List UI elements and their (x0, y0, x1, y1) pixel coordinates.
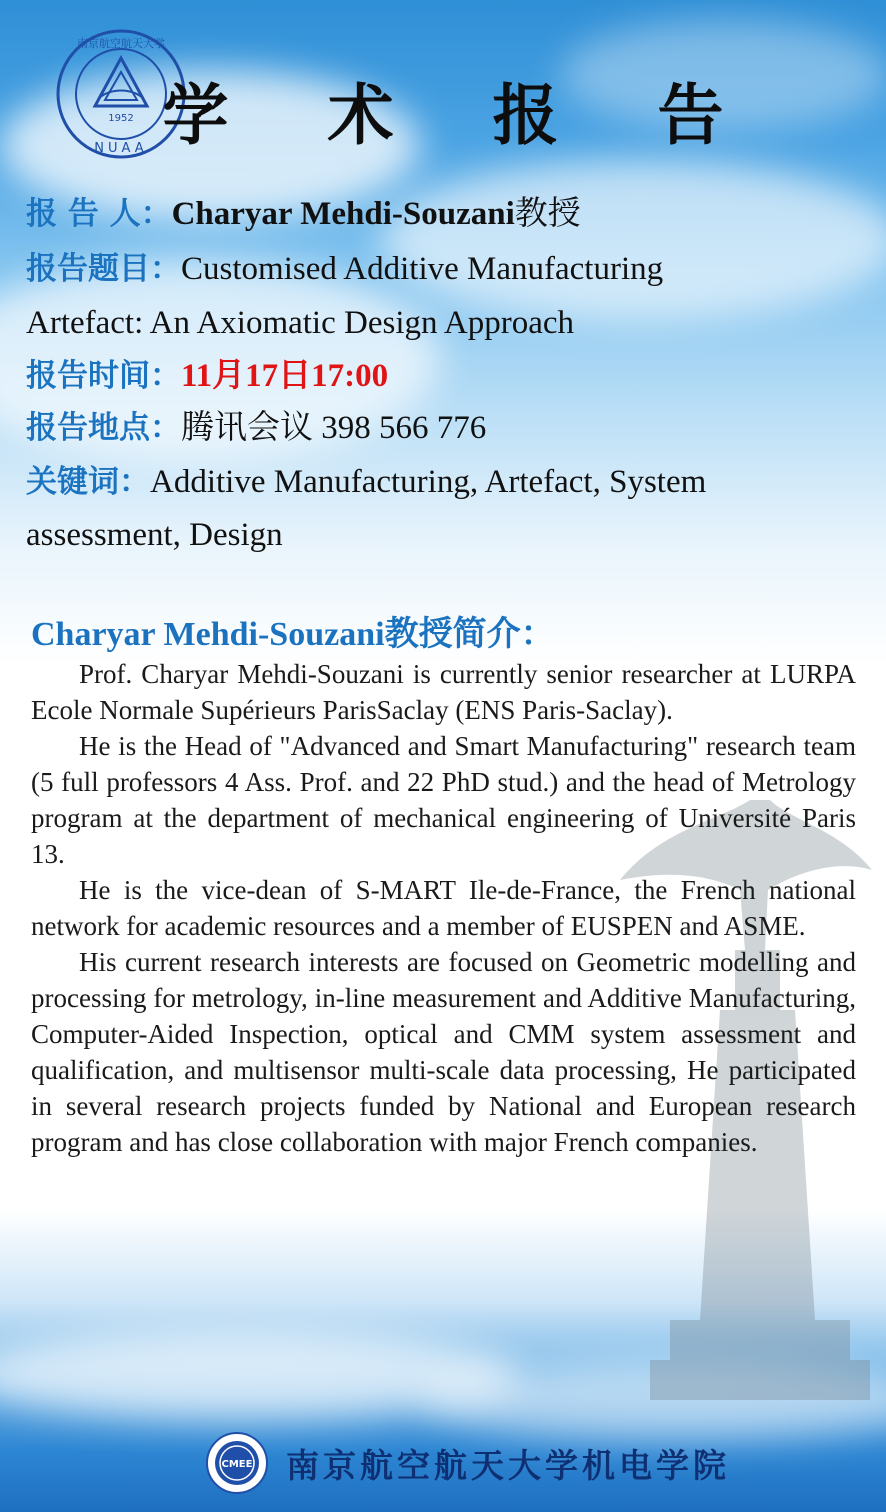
topic-line-2 (26, 305, 574, 341)
speaker-name: Charyar Mehdi-Souzani (171, 196, 515, 232)
logo-year: 1952 (108, 113, 134, 124)
logo-ring-text: 南京航空航天大学 (77, 37, 165, 50)
topic-label: 报告题目： (26, 251, 181, 287)
speaker-line (26, 196, 581, 232)
logo-text: NUAA (94, 141, 148, 156)
time-value: 11月17日17:00 (181, 358, 389, 394)
time-label: 报告时间： (26, 358, 181, 394)
bio-heading: Charyar Mehdi-Souzani教授简介： (31, 616, 555, 653)
time-line (26, 358, 388, 394)
bio-paragraph: His current research interests are focused on Geometric modelling and processing for metrology, in-line measurement and Additive Manufacturing, Computer-Aided Inspection, optical and CMM system assessment and qualification, and multisensor multi-scale data processing, He participated in several research projects funded by National and European research program and has close collaboration with major French companies. (31, 947, 856, 1157)
keywords-text-line2: assessment, Design (26, 517, 283, 553)
cloud (380, 160, 886, 320)
topic-text-line1: Customised Additive Manufacturing (181, 251, 664, 287)
cmee-logo-text: CMEE (221, 1459, 253, 1470)
bio-body (31, 656, 856, 1160)
footer-org-name: 南京航空航天大学机电学院 (286, 1445, 730, 1485)
bio-paragraph: Prof. Charyar Mehdi-Souzani is currently senior researcher at LURPA Ecole Normale Supérieurs ParisSaclay (ENS Paris-Saclay). (31, 659, 856, 725)
topic-line (26, 251, 663, 287)
speaker-title: 教授 (514, 196, 581, 232)
bio-paragraph: He is the Head of "Advanced and Smart Manufacturing" research team (5 full professors 4 Ass. Prof. and 22 PhD stud.) and the head of Metrology program at the department of mechanical engineering of Université Paris 13. (31, 731, 856, 869)
cmee-college-logo (206, 1432, 268, 1494)
keywords-label: 关键词： (26, 464, 150, 500)
keywords-line-2 (26, 517, 283, 553)
keywords-text-line1: Additive Manufacturing, Artefact, System (150, 464, 707, 500)
bio-paragraph: He is the vice-dean of S-MART Ile-de-France, the French national network for academic resources and a member of EUSPEN and ASME. (31, 875, 856, 941)
footer (206, 1432, 730, 1494)
place-line (26, 410, 486, 446)
page-title: 学 术 报 告 (162, 77, 762, 154)
keywords-line (26, 464, 706, 500)
speaker-label: 报 告 人： (26, 196, 172, 232)
topic-text-line2: Artefact: An Axiomatic Design Approach (26, 305, 575, 341)
place-value: 腾讯会议 398 566 776 (181, 410, 487, 446)
place-label: 报告地点： (26, 410, 181, 446)
